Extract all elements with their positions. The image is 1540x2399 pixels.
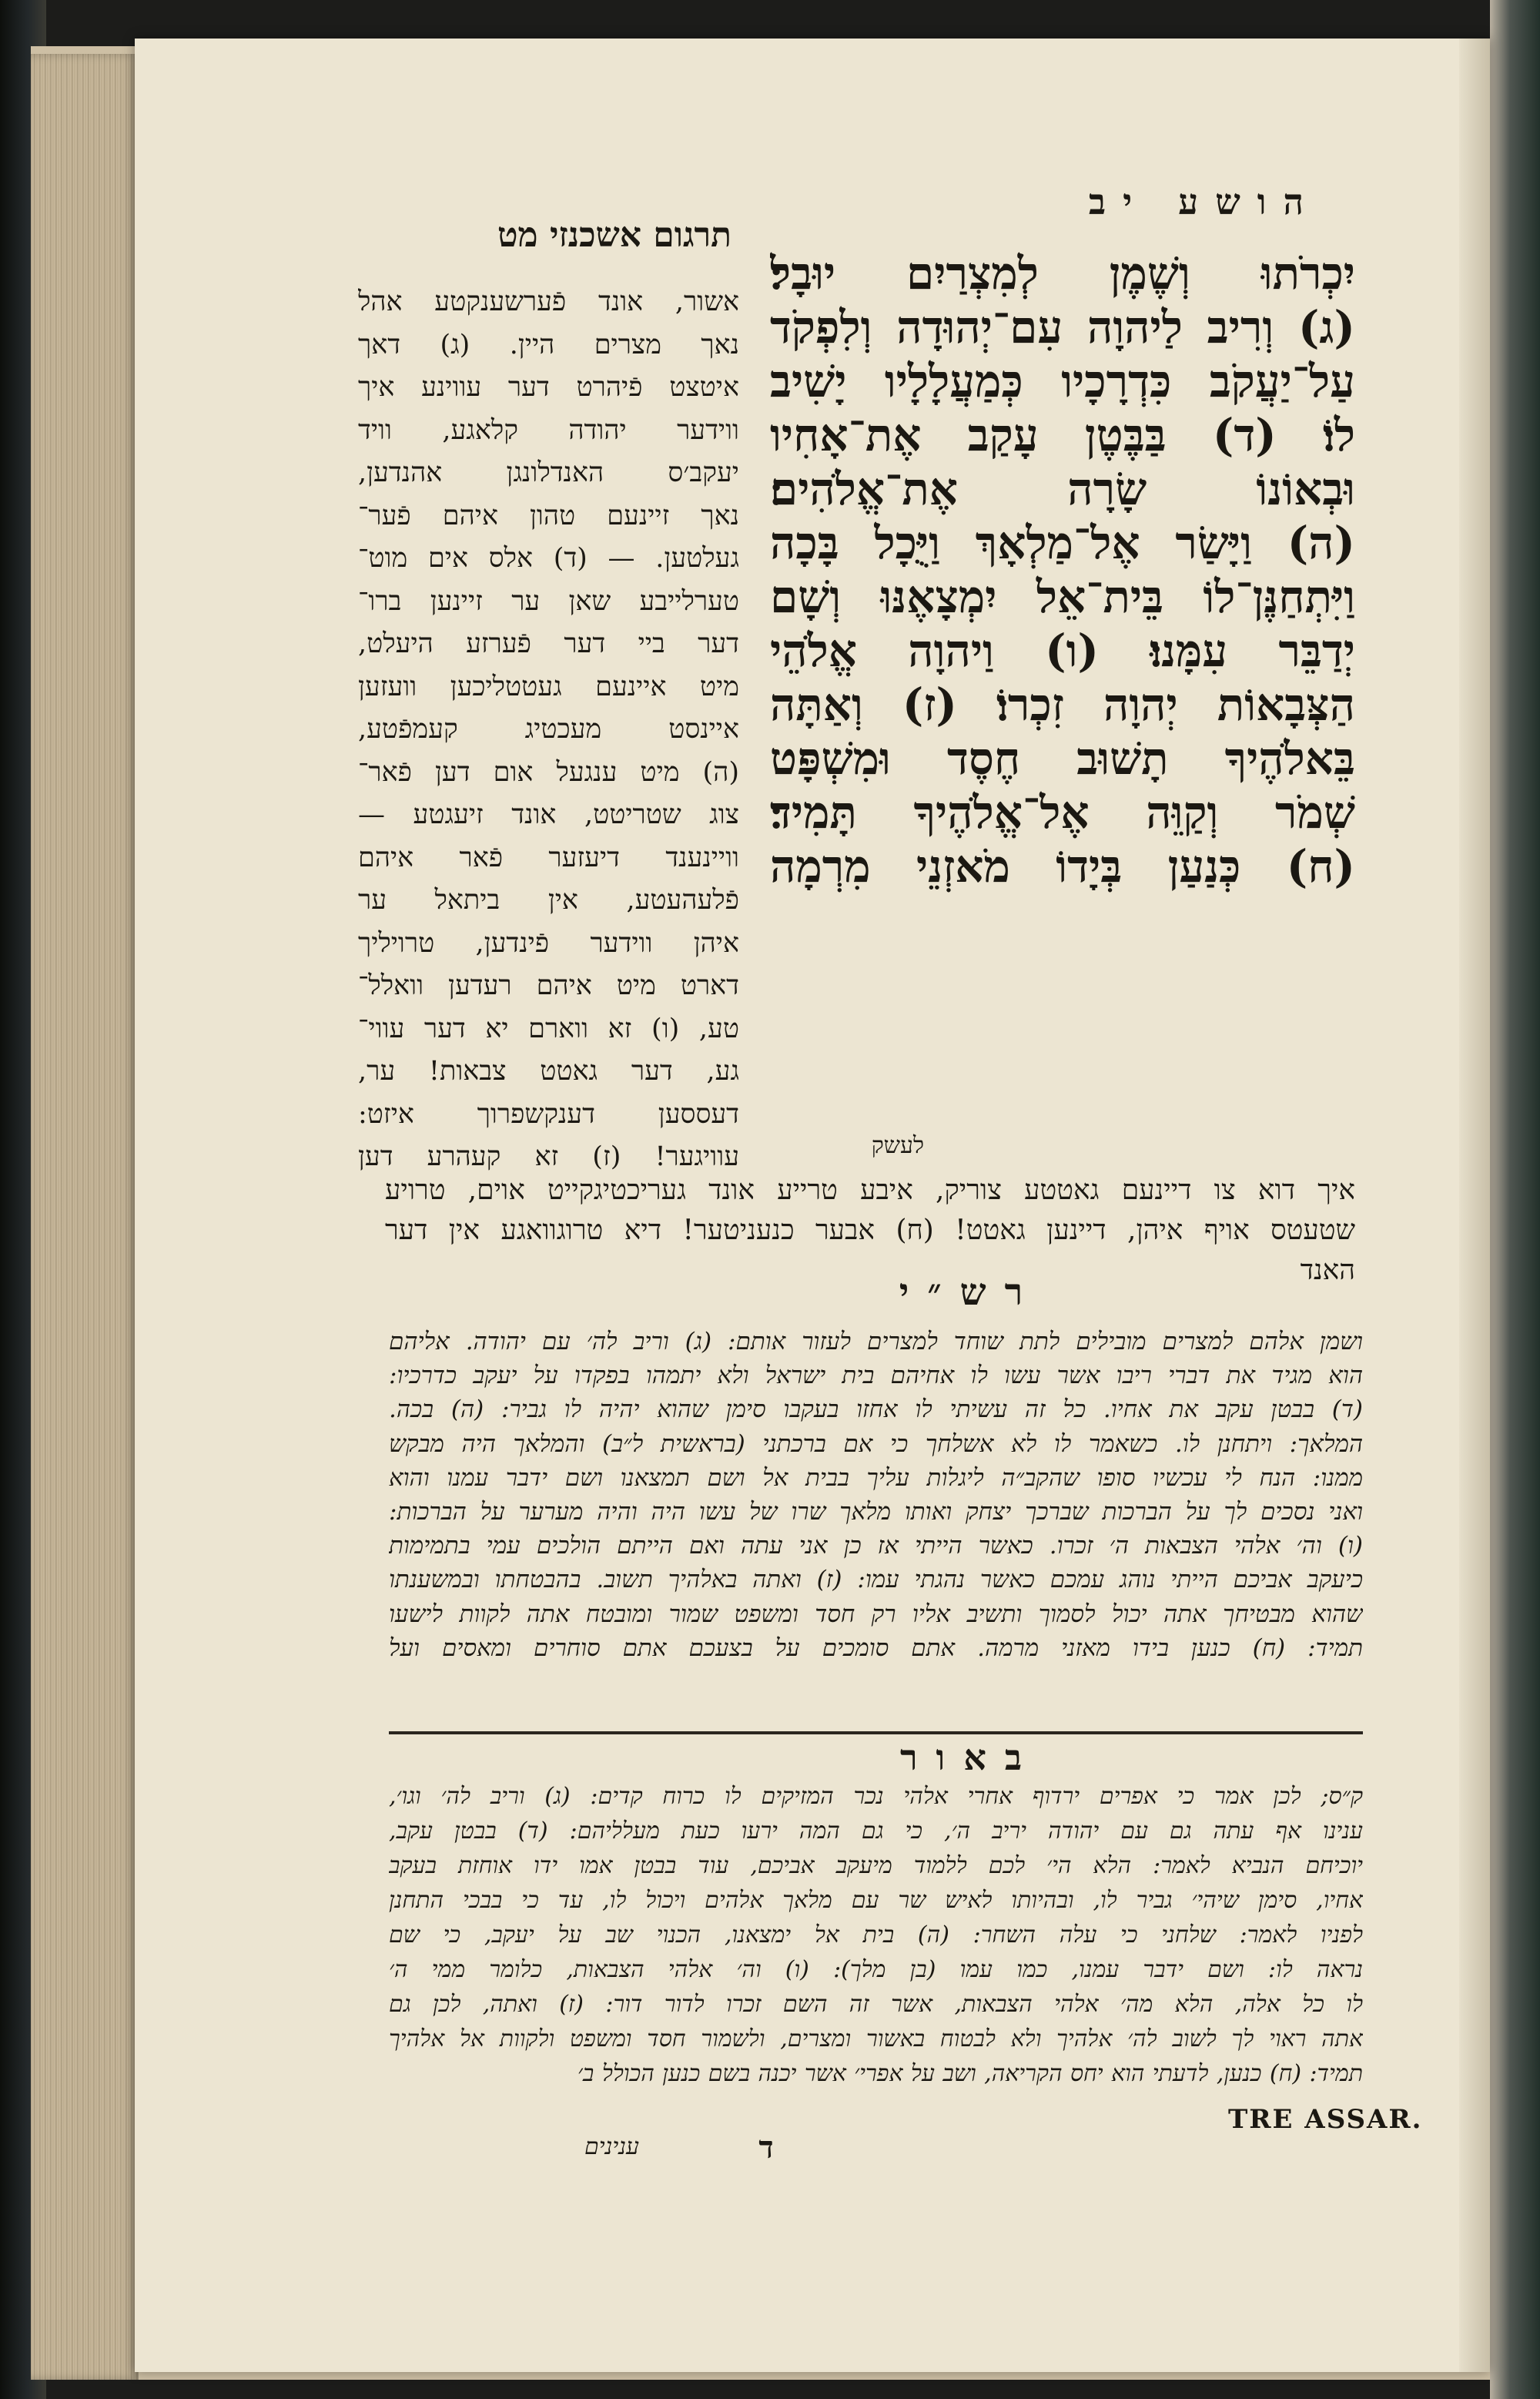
translation-wide-line: איך דוא צו דיינעם גאטטע צוריק, איבע טרייע אונד געריכטיגקייט אוים, טרויע <box>385 1174 1355 1206</box>
section-divider <box>389 1731 1363 1734</box>
translation-line: פֿלעהעטע, אין ביתאל ער <box>358 885 739 916</box>
translation-line: געלטען. — (ד) אלס אים מוט־ <box>358 543 739 574</box>
biur-line: אתה ראוי לך לשוב לה׳ אלהיך ולא לבטוח באשור ומצרים, ולשמור חסד ומשפט ולקוות אל אלהיך <box>389 2025 1363 2052</box>
rashi-heading: רש״י <box>899 1271 1042 1314</box>
main-text-line: בֵּאלֹהֶיךָ תָשׁוּב חֶסֶד וּמִשְׁפָּט <box>770 732 1355 785</box>
translation-line: טערלייבע שאן ער זיינען ברו־ <box>358 585 739 617</box>
biur-line: לו כל אלה, הלא מה׳ אלהי הצבאות, אשר זה השם זכרו לדור דור: (ז) ואתה, לכן גם <box>389 1991 1363 2018</box>
main-text-line: עַל־יַעֲקֹב כִּדְרָכָיו כְּמַעֲלָלָיו יָשִׁיב <box>770 355 1355 407</box>
rashi-commentary <box>389 1325 1363 1710</box>
translation-wide-line: האנד <box>1300 1255 1355 1286</box>
rashi-line: ממנו: הנח לי עכשיו סופו שהקב״ה ליגלות עליך בבית אל ושם תמצאנו ושם ידבר עמנו והוא <box>389 1463 1363 1492</box>
translation-wide-line: שטעטס אויף איהן, דיינען גאטט! (ח) אבער כנעניטער! דיא טרוגוואגע אין דער <box>385 1215 1355 1246</box>
translation-line: דער ביי דער פֿערזע היעלט, <box>358 628 739 659</box>
main-text-line: (ח) כְּנַעַן בְּיָדוֹ מֹאזְנֵי מִרְמָה <box>770 840 1355 893</box>
translation-line: נאך מצרים היין. (ג) דאך <box>358 329 739 360</box>
translation-line: וויינענד דיעזער פֿאר איהם <box>358 842 739 873</box>
biur-line: יוכיחם הנביא לאמר: הלא הי׳ לכם ללמוד מיעקב אביכם, עוד בבטן אמו ידו אוחזת בעקב <box>389 1852 1363 1879</box>
main-text-line: וַיִּתְחַנֶּן־לוֹ בֵּית־אֵל יִמְצָאֶנּוּ וְשָׁם <box>770 571 1355 623</box>
rashi-line: תמיד: (ח) כנען בידו מאזני מרמה. אתם סומכים על בצעכם אתם סוחרים ומאסים ועל <box>389 1633 1363 1662</box>
main-text-line: הַצְּבָאוֹת יְהוָה זִכְרוֹ׃ (ז) וְאַתָּה <box>770 678 1355 731</box>
rashi-line: כיעקב אביכם הייתי נוהג עמכם כאשר נהגתי עמו: (ז) ואתה באלהיך תשוב. בהבטחתו ובמשענתו <box>389 1566 1363 1594</box>
main-text-line: יְדַבֵּר עִמָּנוּ׃ (ו) וַיהוָה אֱלֹהֵי <box>770 625 1355 677</box>
translation-line: דעססען דענקשפרוך איזט: <box>358 1098 739 1130</box>
translation-line: איהן ווידער פֿינדען, טרויליך <box>358 927 739 959</box>
biur-line: לפניו לאמר: שלחני כי עלה השחר: (ה) בית אל ימצאנו, הכנוי שב על יעקב, כי שם <box>389 1922 1363 1948</box>
translation-line: נאך זיינעם טהון איהם פֿער־ <box>358 500 739 531</box>
translation-title: תרגום אשכנזי מט <box>497 216 732 255</box>
biur-line: נראה לו: ושם ידבר עמנו, כמו עמו (בן מלך): (ו) וה׳ אלהי הצבאות, כלומר ממי ה׳ <box>389 1956 1363 1983</box>
biur-line: ענינו אף עתה גם עם יהודה יריב ה׳, כי גם המה ירעו כעת מעלליהם: (ד) בבטן עקב, <box>389 1818 1363 1844</box>
translation-line: צוג שטריטט, אונד זיעגטע — <box>358 799 739 830</box>
rashi-line: שהוא מבטיחך אתה יכול לסמוך ותשיב אליו רק חסד ומשפט שמור ומובטח אתה לקוות לישעו <box>389 1600 1363 1628</box>
biur-line: אחיו, סימן שיהי׳ גביר לו, ובהיותו לאיש שר עם מלאך אלהים ויכול לו, עד כי בבכי התחנן <box>389 1887 1363 1914</box>
rashi-line: (ד) בבטן עקב את אחיו. כל זה עשיתי לו אחזו בעקבו סימן שהוא יהיה לו גביר: (ה) בכה. <box>389 1396 1363 1424</box>
biur-line: ק״ס; לכן אמר כי אפרים ירדוף אחרי אלהי נכר המזיקים לו כרוח קדים: (ג) וריב לה׳ וגו׳, <box>389 1783 1363 1810</box>
page-edges <box>31 54 139 2380</box>
translation-line: דארט מיט איהם רעדען וואלל־ <box>358 970 739 1001</box>
translation-line: עוויגער! (ז) זא קעהרע דען <box>358 1141 739 1172</box>
translation-line: יעקב׳ס האנדלונגן אהנדען, <box>358 457 739 488</box>
main-text-line: וּבְאוֹנוֹ שָׂרָה אֶת־אֱלֹהִים׃ <box>770 463 1355 515</box>
catchword: לעשק <box>871 1132 924 1159</box>
main-text-line: (ג) וְרִיב לַיהוָה עִם־יְהוּדָה וְלִפְקֹד <box>770 301 1355 353</box>
translation-line: ווידער יהודה קלאגע, וויד <box>358 414 739 446</box>
footer-catchword: ענינים <box>584 2133 639 2160</box>
translation-line: אשור, אונד פֿערשענקטע אהל <box>358 286 739 317</box>
translation-line: מיט איינעם געטטליכען וועזען <box>358 671 739 702</box>
translation-line: גע, דער גאטט צבאות! ער, <box>358 1056 739 1087</box>
biur-heading: באור <box>899 1737 1041 1778</box>
rashi-line: הוא מגיד את דברי ריבו אשר עשו לו אחיהם בית ישראל ולא יתמהו בפקדו על יעקב כדרכיו: <box>389 1362 1363 1390</box>
main-hebrew-text <box>770 246 1355 1132</box>
translation-line: טע, (ו) זא ווארם יא דער עווי־ <box>358 1013 739 1044</box>
translation-line: איינסט מעכטיג קעמפֿטע, <box>358 714 739 745</box>
rashi-line: ואני נסכים לך על הברכות שברכך יצחק ואותו מלאך שרו של עשו היה והיה מערער על הברכות: <box>389 1497 1363 1526</box>
signature-mark: TRE ASSAR. <box>1228 2104 1423 2135</box>
running-title: הושע יב <box>1088 181 1321 223</box>
main-text-line: יִכְרֹתוּ וְשֶׁמֶן לְמִצְרַיִם יוּבָל׃ <box>770 247 1355 300</box>
page-number: ד <box>758 2129 774 2166</box>
main-text-line: שְׁמֹר וְקַוֵּה אֶל־אֱלֹהֶיךָ תָּמִיד׃ <box>770 786 1355 839</box>
page-gutter <box>1459 39 1490 2372</box>
rashi-line: (ו) וה׳ אלהי הצבאות ה׳ זכרו. כאשר הייתי אז כן אני עתה ואם הייתם הולכים עמי בתמימות <box>389 1532 1363 1560</box>
book-binding-right <box>1490 0 1540 2399</box>
biur-commentary <box>389 1779 1363 2118</box>
translation-line: (ה) מיט ענגעל אום דען פֿאר־ <box>358 756 739 788</box>
main-text-line: לוֹ׃ (ד) בַּבֶּטֶן עָקַב אֶת־אָחִיו <box>770 409 1355 461</box>
biur-line: תמיד: (ח) כנען, לדעתי הוא יחס הקריאה, ושב על אפרי׳ אשר יכנה בשם כנען הכולל ב׳ <box>578 2060 1363 2087</box>
rashi-line: ושמן אלהם למצרים מובילים לתת שוחד למצרים לעזור אותם: (ג) וריב לה׳ עם יהודה. אליהם <box>389 1328 1363 1355</box>
translation-column <box>358 281 739 1174</box>
rashi-line: המלאך: ויתחנן לו. כשאמר לו לא אשלחך כי אם ברכתני (בראשית ל״ב) והמלאך היה מבקש <box>389 1429 1363 1458</box>
translation-line: איטצט פֿיהרט דער עווינע איך <box>358 372 739 403</box>
main-text-line: (ה) וַיָּשַׂר אֶל־מַלְאָךְ וַיֻּכָל בָּכָה <box>770 517 1355 569</box>
